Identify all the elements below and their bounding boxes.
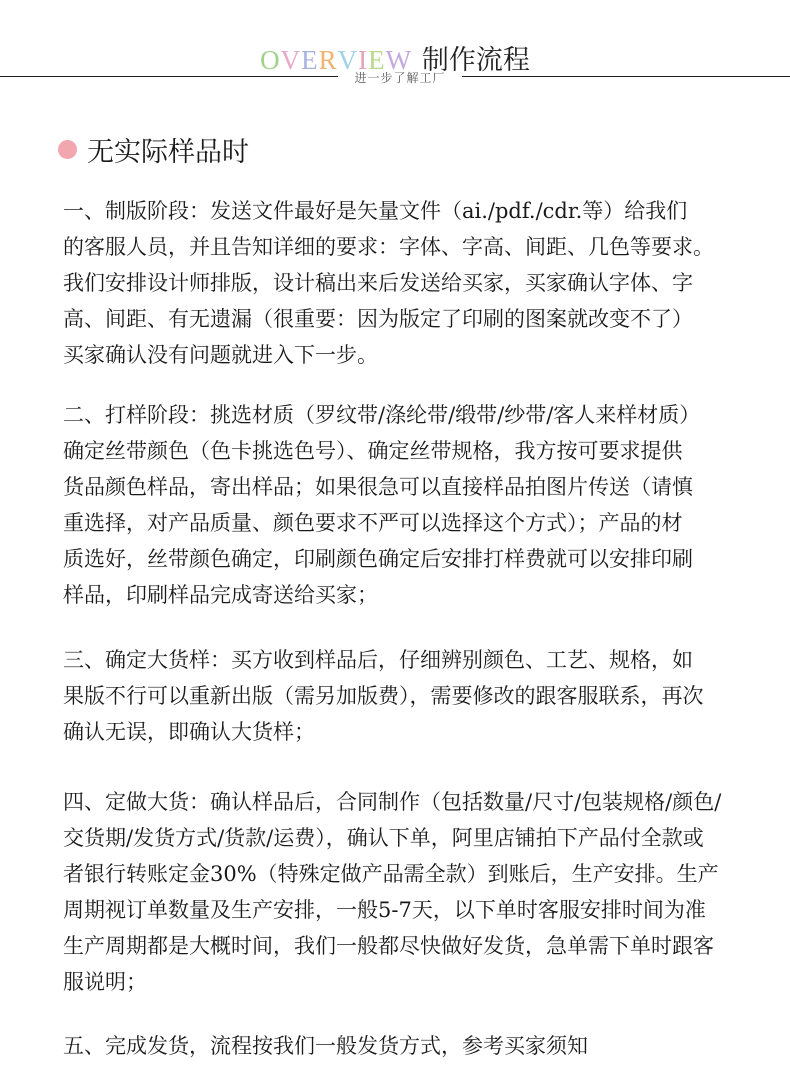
paragraph-line: 服说明；: [63, 970, 147, 994]
paragraph-line: 五、完成发货，流程按我们一般发货方式，参考买家须知: [63, 1034, 588, 1058]
step-paragraph-4: [63, 784, 783, 1000]
paragraph-line: 确定丝带颜色（色卡挑选色号）、确定丝带规格，我方按可要求提供: [63, 439, 683, 463]
paragraph-line: 重选择，对产品质量、颜色要求不严可以选择这个方式）；产品的材: [63, 511, 683, 535]
paragraph-line: 的客服人员，并且告知详细的要求：字体、字高、间距、几色等要求。: [63, 235, 714, 259]
paragraph-line: 生产周期都是大概时间，我们一般都尽快做好发货，急单需下单时跟客: [63, 934, 714, 958]
paragraph-line: 质选好，丝带颜色确定，印刷颜色确定后安排打样费就可以安排印刷: [63, 547, 693, 571]
paragraph-line: 三、确定大货样：买方收到样品后，仔细辨别颜色、工艺、规格，如: [63, 648, 693, 672]
step-paragraph-1: [63, 193, 783, 373]
overview-letter: E: [301, 45, 319, 75]
paragraph-line: 四、定做大货：确认样品后，合同制作（包括数量/尺寸/包装规格/颜色/: [63, 790, 722, 814]
paragraph-line: 确认无误，即确认大货样；: [63, 720, 315, 744]
paragraph-line: 我们安排设计师排版，设计稿出来后发送给买家，买家确认字体、字: [63, 271, 693, 295]
step-paragraph-5: [63, 1028, 783, 1064]
step-paragraph-2: [63, 397, 783, 613]
paragraph-line: 周期视订单数量及生产安排，一般5-7天，以下单时客服安排时间为准: [63, 898, 706, 922]
paragraph-line: 交货期/发货方式/货款/运费），确认下单，阿里店铺拍下产品付全款或: [63, 826, 704, 850]
paragraph-line: 果版不行可以重新出版（需另加版费），需要修改的跟客服联系，再次: [63, 684, 704, 708]
bullet-dot-icon: [58, 140, 77, 159]
overview-letter: R: [318, 45, 338, 75]
overview-letter: V: [280, 45, 302, 75]
overview-letter: I: [358, 45, 369, 75]
paragraph-line: 高、间距、有无遗漏（很重要：因为版定了印刷的图案就改变不了）: [63, 307, 693, 331]
overview-letter: O: [260, 45, 281, 75]
paragraph-line: 者银行转账定金30%（特殊定做产品需全款）到账后，生产安排。生产: [63, 862, 719, 886]
overview-letter: V: [337, 45, 359, 75]
page-title: 制作流程: [421, 45, 530, 76]
paragraph-line: 货品颜色样品，寄出样品；如果很急可以直接样品拍图片传送（请慎: [63, 475, 693, 499]
paragraph-line: 二、打样阶段：挑选材质（罗纹带/涤纶带/缎带/纱带/客人来样材质）: [63, 403, 701, 427]
section-heading: [58, 130, 249, 169]
header-divider-left: [0, 76, 338, 77]
overview-letter: E: [368, 45, 386, 75]
page-subtitle: 进一步了解工厂: [354, 71, 446, 85]
paragraph-line: 一、制版阶段：发送文件最好是矢量文件（ai./pdf./cdr.等）给我们: [63, 199, 688, 223]
paragraph-line: 样品，印刷样品完成寄送给买家；: [63, 583, 378, 607]
overview-letter: W: [385, 45, 413, 75]
paragraph-line: 买家确认没有问题就进入下一步。: [63, 343, 378, 367]
header-divider-right: [462, 76, 790, 77]
section-heading-text: 无实际样品时: [87, 137, 249, 168]
step-paragraph-3: [63, 642, 783, 750]
page-header: [0, 0, 790, 100]
